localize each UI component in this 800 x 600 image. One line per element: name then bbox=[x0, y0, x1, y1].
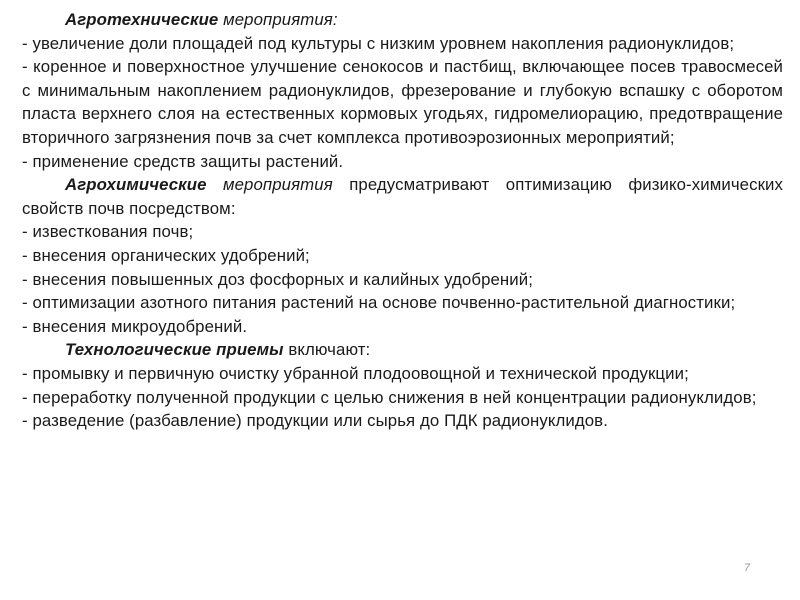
agrotech-heading bbox=[22, 8, 783, 32]
tech-heading-bold: Технологические приемы bbox=[65, 340, 284, 360]
agrotech-heading-rest: мероприятия: bbox=[218, 10, 338, 29]
agrochem-item-1: - известкования почв; bbox=[22, 222, 194, 242]
agrotech-item-2: - коренное и поверхностное улучшение сенокосов и пастбищ, включающее посев травосмесей с минимальным накоплением радионуклидов, фрезерование и глубокую вспашку с оборотом пласта верхнего слоя на естественных кормовых угодьях, гидромелиорацию, предотвращение вторичного загрязнения почв за счет комплекса противоэрозионных мероприятий; bbox=[22, 57, 783, 147]
agrochem-item-4: - оптимизации азотного питания растений на основе почвенно-растительной диагностики; bbox=[22, 293, 736, 313]
tech-item-1: - промывку и первичную очистку убранной плодоовощной и технической продукции; bbox=[22, 363, 689, 383]
agrochem-heading-bold: Агрохимические bbox=[65, 175, 207, 195]
agrochem-heading bbox=[22, 173, 783, 220]
agrochem-item-2: - внесения органических удобрений; bbox=[22, 245, 310, 265]
agrotech-heading-bold: Агротехнические bbox=[65, 10, 219, 29]
agrochem-heading-rest: предусматривают оптимизацию физико-химических свойств почв посредством: bbox=[22, 175, 783, 218]
tech-heading bbox=[22, 338, 783, 362]
slide-body bbox=[22, 8, 783, 433]
agrochem-item-3: - внесения повышенных доз фосфорных и калийных удобрений; bbox=[22, 269, 534, 289]
agrochem-heading-italic: мероприятия bbox=[206, 175, 333, 195]
tech-item-2: - переработку полученной продукции с целью снижения в ней концентрации радионуклидов; bbox=[22, 387, 757, 407]
page-number: 7 bbox=[744, 562, 751, 574]
agrochem-item-5: - внесения микроудобрений. bbox=[22, 316, 248, 336]
tech-item-3: - разведение (разбавление) продукции или сырья до ПДК радионуклидов. bbox=[22, 411, 608, 431]
tech-heading-rest: включают: bbox=[283, 340, 371, 360]
agrotech-item-1: - увеличение доли площадей под культуры с низким уровнем накопления радионуклидов; bbox=[22, 33, 735, 53]
agrotech-item-3: - применение средств защиты растений. bbox=[22, 151, 344, 171]
